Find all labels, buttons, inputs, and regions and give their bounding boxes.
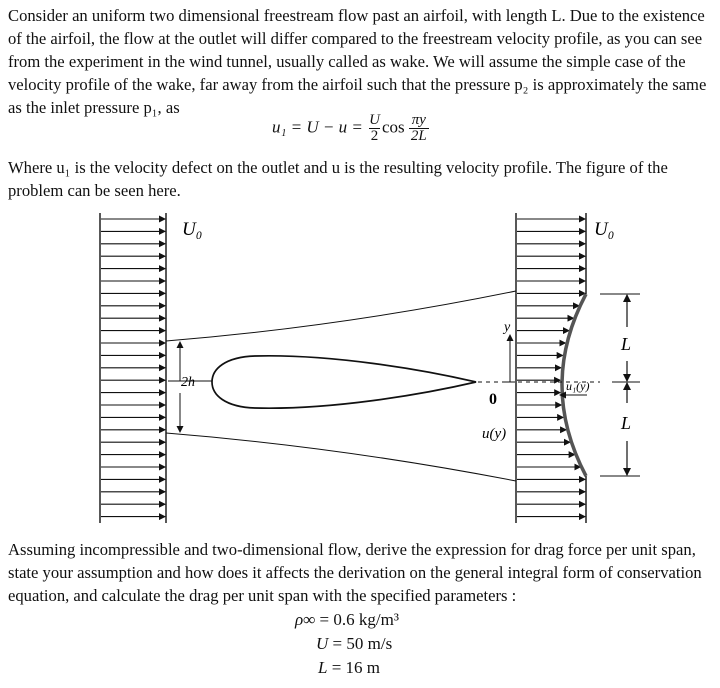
- parameter-symbol: U: [316, 634, 329, 653]
- outlet-flow: [516, 213, 586, 523]
- equation-fraction-amplitude: [367, 113, 382, 144]
- definition-text: Where u₁ is the velocity defect on the outlet and u is the resulting velocity profile. The figure of the problem can be seen here.: [8, 158, 668, 200]
- lower-streamline: [166, 433, 516, 481]
- upper-length-label: L: [621, 334, 632, 354]
- inlet-velocity-label: U₀: [182, 219, 203, 240]
- equation-cos-function: cos: [381, 117, 405, 137]
- fraction-denominator: 2L: [410, 128, 427, 144]
- problem-intro-text: Consider an uniform two dimensional freestream flow past an airfoil, with length L. Due to the existence of the airfoil, the flow at the outlet will differ compared to the freestream velocity profile, as you can see from the experiment in the wind tunnel, usually called as wake. We will assume the simple case of the velocity profile of the wake, far away from the airfoil such that the pressure p₂ is approximately the same as the inlet pressure p₁, as: [8, 6, 707, 117]
- equation-fraction-argument: [409, 113, 429, 144]
- upper-streamline: [166, 291, 516, 341]
- origin-label: 0: [489, 391, 497, 408]
- wake-flow-diagram: [0, 205, 720, 535]
- fraction-numerator: πy: [411, 112, 426, 128]
- inlet-uniform-flow: [100, 213, 166, 523]
- parameter-value: = 50 m/s: [332, 634, 393, 653]
- fraction-numerator: U: [369, 112, 380, 128]
- parameter-symbol: ρ∞: [295, 610, 316, 629]
- parameter-value: = 0.6 kg/m³: [319, 610, 399, 629]
- parameter-length: [318, 658, 380, 678]
- y-axis: [505, 335, 515, 382]
- parameter-velocity: [316, 634, 392, 654]
- y-axis-label: y: [504, 320, 511, 335]
- question-text: Assuming incompressible and two-dimensional flow, derive the expression for drag force per unit span, state your assumption and how does it affects the derivation on the general integral form of conservation equation, and calculate the drag per unit span with the specified parameters :: [8, 540, 702, 605]
- parameter-density: [295, 610, 399, 630]
- length-dimension: [600, 294, 640, 476]
- wake-velocity-equation: [272, 113, 429, 144]
- velocity-profile-label: u(y): [482, 426, 507, 442]
- parameter-symbol: L: [318, 658, 328, 677]
- fraction-denominator: 2: [370, 128, 379, 144]
- parameter-value: = 16 m: [331, 658, 381, 677]
- thickness-label: 2h: [181, 375, 195, 390]
- outlet-velocity-label: U₀: [594, 219, 615, 240]
- equation-lhs: u₁ = U − u =: [272, 117, 363, 137]
- airfoil: [212, 356, 476, 408]
- defect-label: u₁(y): [566, 379, 590, 393]
- lower-length-label: L: [621, 413, 632, 433]
